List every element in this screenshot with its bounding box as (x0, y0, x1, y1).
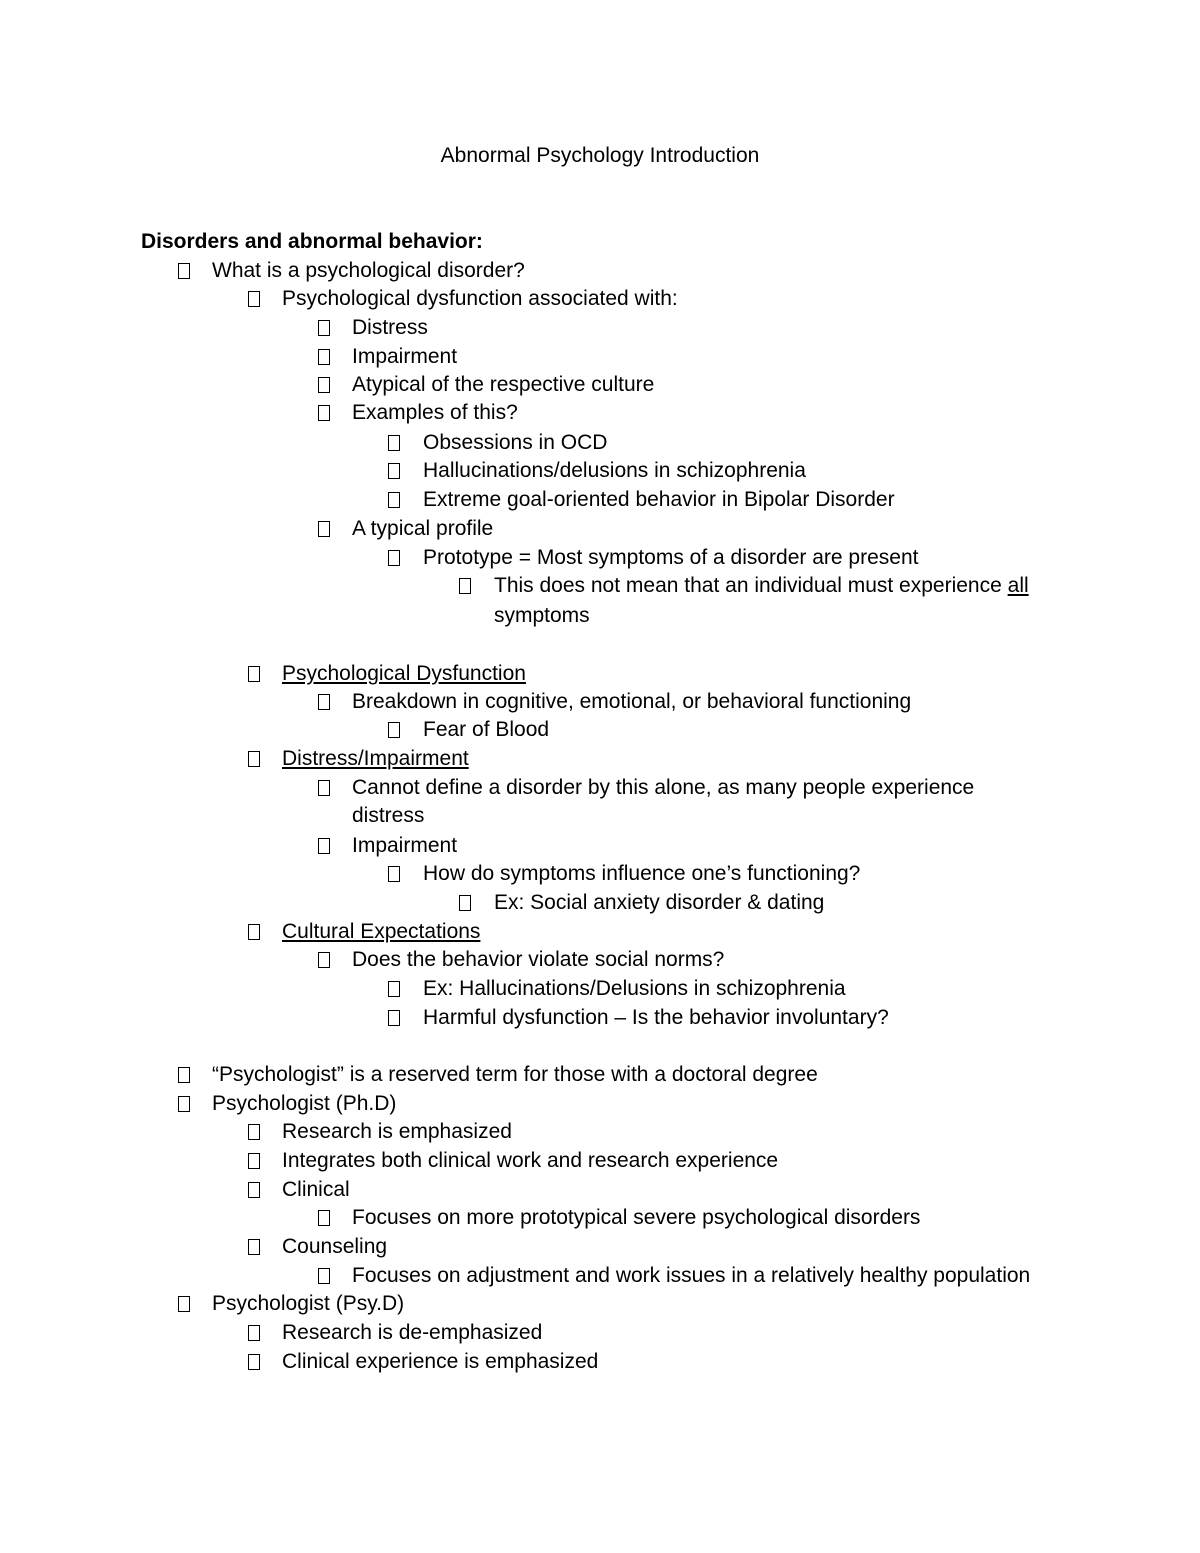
bullet-icon (248, 751, 260, 767)
list-item (494, 572, 1029, 600)
emphasis-underlined: all (1007, 574, 1029, 597)
bullet-icon (248, 291, 260, 307)
bullet-icon (318, 838, 330, 854)
list-item: Focuses on adjustment and work issues in a relatively healthy population (352, 1264, 1031, 1287)
list-item: Extreme goal-oriented behavior in Bipolar Disorder (423, 488, 895, 511)
list-item: Harmful dysfunction – Is the behavior involuntary? (423, 1006, 889, 1029)
list-item: Ex: Hallucinations/Delusions in schizophrenia (423, 977, 846, 1000)
bullet-icon (388, 722, 400, 738)
list-item-text: This does not mean that an individual must experience (494, 574, 1008, 597)
bullet-icon (318, 952, 330, 968)
list-item: Impairment (352, 834, 458, 857)
list-item: Research is emphasized (282, 1120, 512, 1143)
list-item-continuation: symptoms (494, 604, 590, 627)
list-item: Focuses on more prototypical severe psychological disorders (352, 1206, 921, 1229)
bullet-icon (318, 377, 330, 393)
bullet-icon (248, 924, 260, 940)
list-item: Clinical experience is emphasized (282, 1350, 599, 1373)
list-item: Impairment (352, 345, 458, 368)
bullet-icon (459, 895, 471, 911)
bullet-icon (178, 263, 190, 279)
bullet-icon (388, 866, 400, 882)
bullet-icon (318, 1210, 330, 1226)
bullet-icon (388, 492, 400, 508)
bullet-icon (388, 1010, 400, 1026)
list-item: Ex: Social anxiety disorder & dating (494, 891, 825, 914)
bullet-icon (248, 1325, 260, 1341)
bullet-icon (178, 1296, 190, 1312)
list-item: Psychologist (Psy.D) (212, 1292, 405, 1315)
list-item: Hallucinations/delusions in schizophrenia (423, 459, 806, 482)
list-item: Prototype = Most symptoms of a disorder are present (423, 546, 919, 569)
bullet-icon (318, 349, 330, 365)
bullet-icon (248, 666, 260, 682)
list-item: What is a psychological disorder? (212, 259, 525, 282)
subheading-psychological-dysfunction: Psychological Dysfunction (282, 662, 526, 685)
bullet-icon (248, 1182, 260, 1198)
bullet-icon (388, 463, 400, 479)
bullet-icon (248, 1239, 260, 1255)
bullet-icon (248, 1153, 260, 1169)
list-item: Psychologist (Ph.D) (212, 1092, 397, 1115)
bullet-icon (248, 1124, 260, 1140)
bullet-icon (318, 694, 330, 710)
list-item: How do symptoms influence one’s functioning? (423, 862, 861, 885)
list-item: “Psychologist” is a reserved term for those with a doctoral degree (212, 1063, 818, 1086)
bullet-icon (388, 550, 400, 566)
section-heading: Disorders and abnormal behavior: (141, 230, 483, 253)
list-item: Psychological dysfunction associated with: (282, 287, 678, 310)
list-item: A typical profile (352, 517, 494, 540)
list-item: Integrates both clinical work and research experience (282, 1149, 779, 1172)
list-item: Distress (352, 316, 428, 339)
bullet-icon (318, 1268, 330, 1284)
list-item: Counseling (282, 1235, 388, 1258)
list-item: Atypical of the respective culture (352, 373, 655, 396)
page-title: Abnormal Psychology Introduction (440, 144, 760, 167)
bullet-icon (318, 780, 330, 796)
list-item: Examples of this? (352, 401, 518, 424)
bullet-icon (248, 1354, 260, 1370)
list-item: Clinical (282, 1178, 350, 1201)
list-item: Breakdown in cognitive, emotional, or behavioral functioning (352, 690, 912, 713)
bullet-icon (318, 521, 330, 537)
list-item-continuation: distress (352, 804, 425, 827)
list-item: Research is de-emphasized (282, 1321, 543, 1344)
bullet-icon (318, 320, 330, 336)
subheading-cultural-expectations: Cultural Expectations (282, 920, 481, 943)
bullet-icon (318, 405, 330, 421)
subheading-distress-impairment: Distress/Impairment (282, 747, 469, 770)
bullet-icon (388, 981, 400, 997)
bullet-icon (178, 1067, 190, 1083)
list-item: Fear of Blood (423, 718, 550, 741)
list-item: Does the behavior violate social norms? (352, 948, 725, 971)
bullet-icon (178, 1096, 190, 1112)
bullet-icon (388, 435, 400, 451)
bullet-icon (459, 578, 471, 594)
list-item: Obsessions in OCD (423, 431, 608, 454)
list-item: Cannot define a disorder by this alone, as many people experience (352, 776, 975, 799)
